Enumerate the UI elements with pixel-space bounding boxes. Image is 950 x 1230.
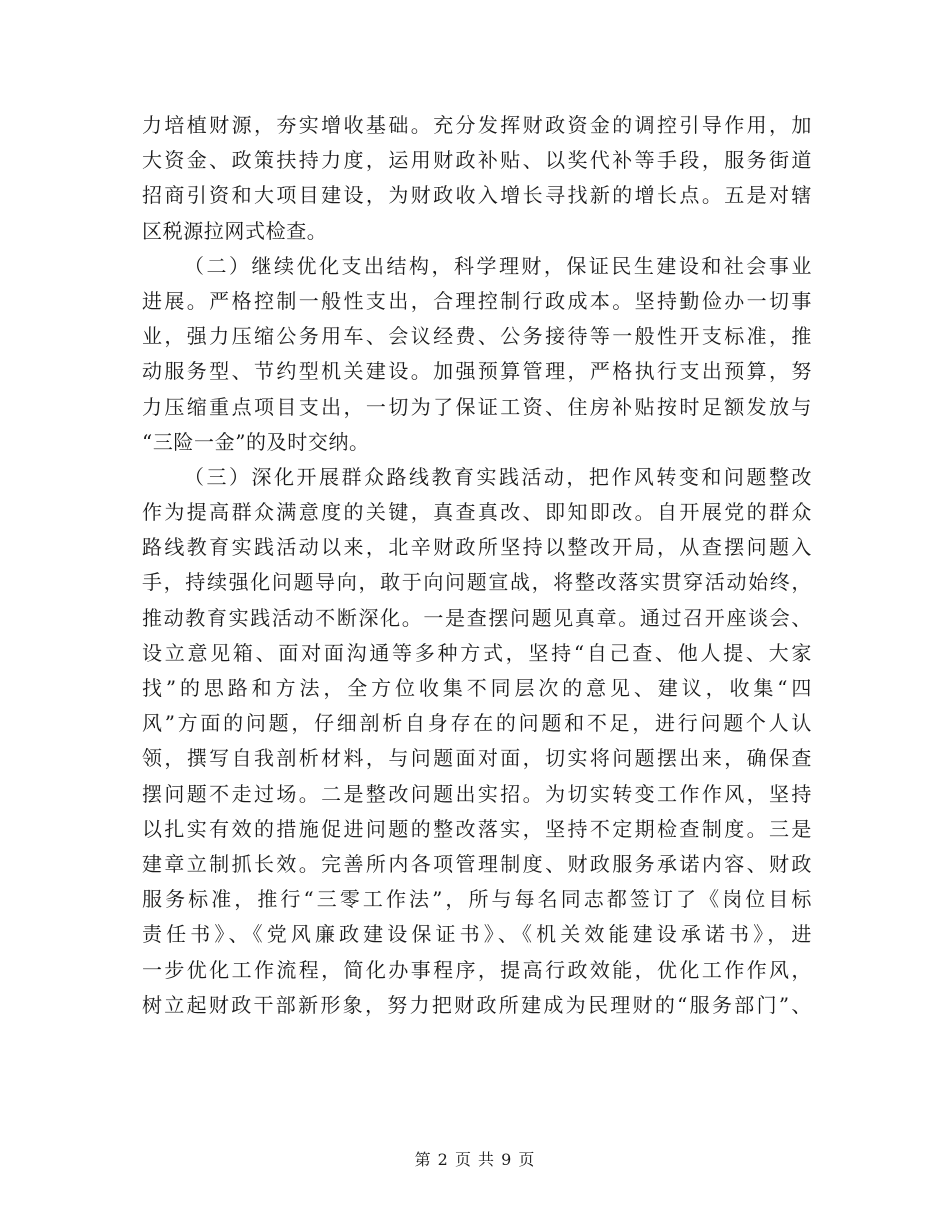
text-line: “三险一金”的及时交纳。 — [142, 429, 370, 454]
text-line: 推动教育实践活动不断深化。一是查摆问题见真章。通过召开座谈会、 — [142, 605, 812, 630]
text-line: 路线教育实践活动以来，北辛财政所坚持以整改开局，从查摆问题入 — [142, 535, 812, 560]
text-line: 找”的思路和方法，全方位收集不同层次的意见、建议，收集“四 — [142, 676, 812, 700]
text-line: 进展。严格控制一般性支出，合理控制行政成本。坚持勤俭办一切事 — [142, 288, 812, 313]
text-line: 树立起财政干部新形象，努力把财政所建成为民理财的“服务部门”、 — [142, 992, 812, 1017]
footer-middle: 页 共 — [454, 1150, 496, 1169]
text-line: 服务标准，推行“三零工作法”，所与每名同志都签订了《岗位目标 — [142, 887, 812, 912]
text-line: 力培植财源，夯实增收基础。充分发挥财政资金的调控引导作用，加 — [142, 113, 812, 137]
footer-total-pages: 9 — [501, 1150, 513, 1169]
text-line: 设立意见箱、面对面沟通等多种方式，坚持“自己查、他人提、大家 — [142, 640, 812, 665]
footer-prefix: 第 — [414, 1150, 432, 1169]
text-line: 区税源拉网式检查。 — [142, 218, 328, 243]
text-line: 摆问题不走过场。二是整改问题出实招。为切实转变工作作风，坚持 — [142, 781, 812, 806]
text-line: 手，持续强化问题导向，敢于向问题宣战，将整改落实贯穿活动始终， — [142, 570, 812, 595]
text-line: 以扎实有效的措施促进问题的整改落实，坚持不定期检查制度。三是 — [142, 816, 812, 841]
footer-current-page: 2 — [437, 1150, 449, 1169]
document-body — [142, 108, 812, 1023]
text-line: （二）继续优化支出结构，科学理财，保证民生建设和社会事业 — [184, 253, 812, 278]
text-line: 风”方面的问题，仔细剖析自身存在的问题和不足，进行问题个人认 — [142, 711, 812, 736]
footer-suffix: 页 — [518, 1150, 536, 1169]
text-line: 动服务型、节约型机关建设。加强预算管理，严格执行支出预算，努 — [142, 359, 812, 384]
text-line: （三）深化开展群众路线教育实践活动，把作风转变和问题整改 — [184, 464, 812, 489]
text-line: 作为提高群众满意度的关键，真查真改、即知即改。自开展党的群众 — [142, 500, 812, 525]
text-line: 力压缩重点项目支出，一切为了保证工资、住房补贴按时足额发放与 — [142, 394, 812, 419]
text-line: 建章立制抓长效。完善所内各项管理制度、财政服务承诺内容、财政 — [142, 851, 812, 876]
text-line: 一步优化工作流程，简化办事程序，提高行政效能，优化工作作风， — [142, 957, 812, 982]
text-line: 业，强力压缩公务用车、会议经费、公务接待等一般性开支标准，推 — [142, 324, 812, 349]
page-footer — [0, 1150, 950, 1170]
text-line: 大资金、政策扶持力度，运用财政补贴、以奖代补等手段，服务街道 — [142, 148, 812, 173]
text-line: 责任书》、《党风廉政建设保证书》、《机关效能建设承诺书》，进 — [142, 922, 812, 947]
text-line: 招商引资和大项目建设，为财政收入增长寻找新的增长点。五是对辖 — [142, 183, 812, 208]
text-line: 领，撰写自我剖析材料，与问题面对面，切实将问题摆出来，确保查 — [142, 746, 812, 771]
